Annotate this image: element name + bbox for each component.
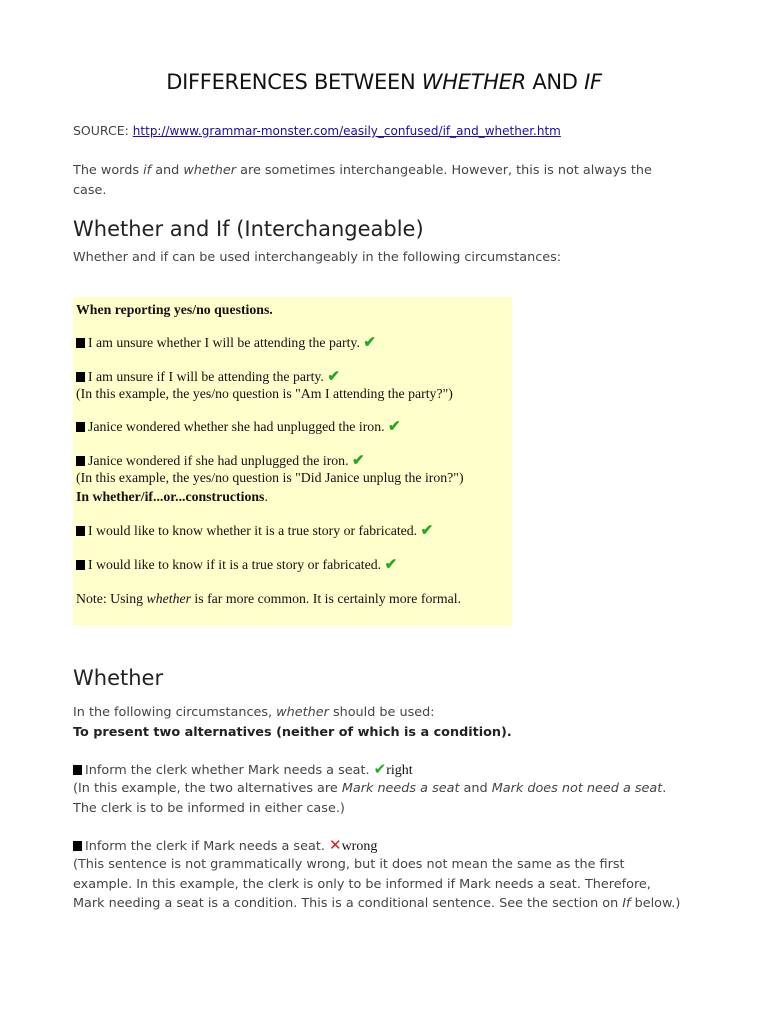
right-note-c: . The clerk is to be informed in either case.) xyxy=(73,781,667,816)
example-text: I am unsure whether I will be attending the party. xyxy=(88,335,360,350)
example-text: Janice wondered if she had unplugged the iron. xyxy=(88,453,349,468)
section2-bold-line: To present two alternatives (neither of which is a condition). xyxy=(73,725,512,740)
title-middle: AND xyxy=(525,70,585,94)
title-italic-if: IF xyxy=(584,70,602,94)
example-text: I would like to know if it is a true story or fabricated. xyxy=(88,557,382,572)
box-example-4-note: (In this example, the yes/no question is "Did Janice unplug the iron?") xyxy=(76,470,464,485)
wrong-example-note xyxy=(73,855,683,914)
section2-text-a: In the following circumstances, xyxy=(73,705,277,720)
intro-paragraph xyxy=(73,161,683,201)
right-note-italic-1: Mark needs a seat xyxy=(341,781,460,796)
example-text: I would like to know whether it is a true story or fabricated. xyxy=(88,523,418,538)
source-line xyxy=(73,123,561,138)
checkmark-icon: ✔ xyxy=(373,760,387,778)
intro-whether: whether xyxy=(183,163,237,178)
bullet-square-icon xyxy=(73,765,82,775)
note-text-b: is far more common. It is certainly more formal. xyxy=(190,591,462,606)
intro-text-1: The words xyxy=(73,163,144,178)
cross-icon: ✕ xyxy=(328,836,342,854)
right-example-note xyxy=(73,779,693,818)
box-example-5 xyxy=(76,522,516,540)
box-note xyxy=(76,590,476,607)
example-text: Janice wondered whether she had unplugged the iron. xyxy=(88,419,385,434)
wrong-note-italic: If xyxy=(622,896,631,911)
box-example-3 xyxy=(76,418,516,436)
checkmark-icon: ✔ xyxy=(363,335,376,351)
right-example-text: Inform the clerk whether Mark needs a seat. xyxy=(85,763,370,778)
checkmark-icon: ✔ xyxy=(420,523,434,539)
constructions-heading-period: . xyxy=(264,489,268,504)
wrong-note-a: (This sentence is not grammatically wrong, but it does not mean the same as the first example. In this example, the clerk is only to be informed if Mark needs a seat. Therefore, Mark needing a seat is a condition. This is a conditional sentence. See the section on xyxy=(73,857,651,911)
section2-text-end: should be used: xyxy=(328,705,435,720)
right-label: right xyxy=(386,763,413,778)
intro-text-3: are sometimes interchangeable. However, this is not always the case. xyxy=(73,163,652,198)
source-label: SOURCE: xyxy=(73,123,133,138)
right-note-b: and xyxy=(459,781,492,796)
section2-heading: Whether xyxy=(73,666,164,690)
right-example xyxy=(73,760,693,781)
page-title xyxy=(0,70,768,94)
box-heading-constructions xyxy=(76,488,516,505)
note-italic: whether xyxy=(146,591,191,606)
bullet-square-icon xyxy=(73,841,82,851)
intro-if: if xyxy=(143,163,152,178)
wrong-note-b: below.) xyxy=(630,896,681,911)
box-example-4 xyxy=(76,452,516,470)
title-italic-whether: WHETHER xyxy=(421,70,526,94)
box-example-1 xyxy=(76,334,516,352)
bullet-square-icon xyxy=(76,372,85,382)
checkmark-icon: ✔ xyxy=(388,419,401,435)
title-prefix: DIFFERENCES BETWEEN xyxy=(166,70,422,94)
note-text-a: Note: Using xyxy=(76,591,147,606)
box-heading-yesno: When reporting yes/no questions. xyxy=(76,302,273,317)
right-note-italic-2: Mark does not need a seat xyxy=(491,781,663,796)
intro-text-2: and xyxy=(151,163,184,178)
section1-heading: Whether and If (Interchangeable) xyxy=(73,217,424,241)
wrong-example xyxy=(73,836,693,857)
bullet-square-icon xyxy=(76,456,85,466)
box-example-2-note: (In this example, the yes/no question is "Am I attending the party?") xyxy=(76,386,453,401)
example-text: I am unsure if I will be attending the party. xyxy=(88,369,324,384)
bullet-square-icon xyxy=(76,526,85,536)
checkmark-icon: ✔ xyxy=(351,453,365,469)
checkmark-icon: ✔ xyxy=(384,557,398,573)
section1-text: Whether and if can be used interchangeably in the following circumstances: xyxy=(73,250,562,265)
box-example-6 xyxy=(76,556,516,574)
wrong-example-text: Inform the clerk if Mark needs a seat. xyxy=(85,839,325,854)
checkmark-icon: ✔ xyxy=(327,369,340,385)
source-link[interactable]: http://www.grammar-monster.com/easily_confused/if_and_whether.htm xyxy=(132,124,561,138)
bullet-square-icon xyxy=(76,338,85,348)
right-note-a: (In this example, the two alternatives are xyxy=(73,781,342,796)
bullet-square-icon xyxy=(76,560,85,570)
section2-text-italic: whether xyxy=(276,705,329,720)
bullet-square-icon xyxy=(76,422,85,432)
section2-text xyxy=(73,703,693,723)
box-example-2 xyxy=(76,368,516,386)
constructions-heading-text: In whether/if...or...constructions xyxy=(76,489,265,504)
wrong-label: wrong xyxy=(341,839,378,854)
